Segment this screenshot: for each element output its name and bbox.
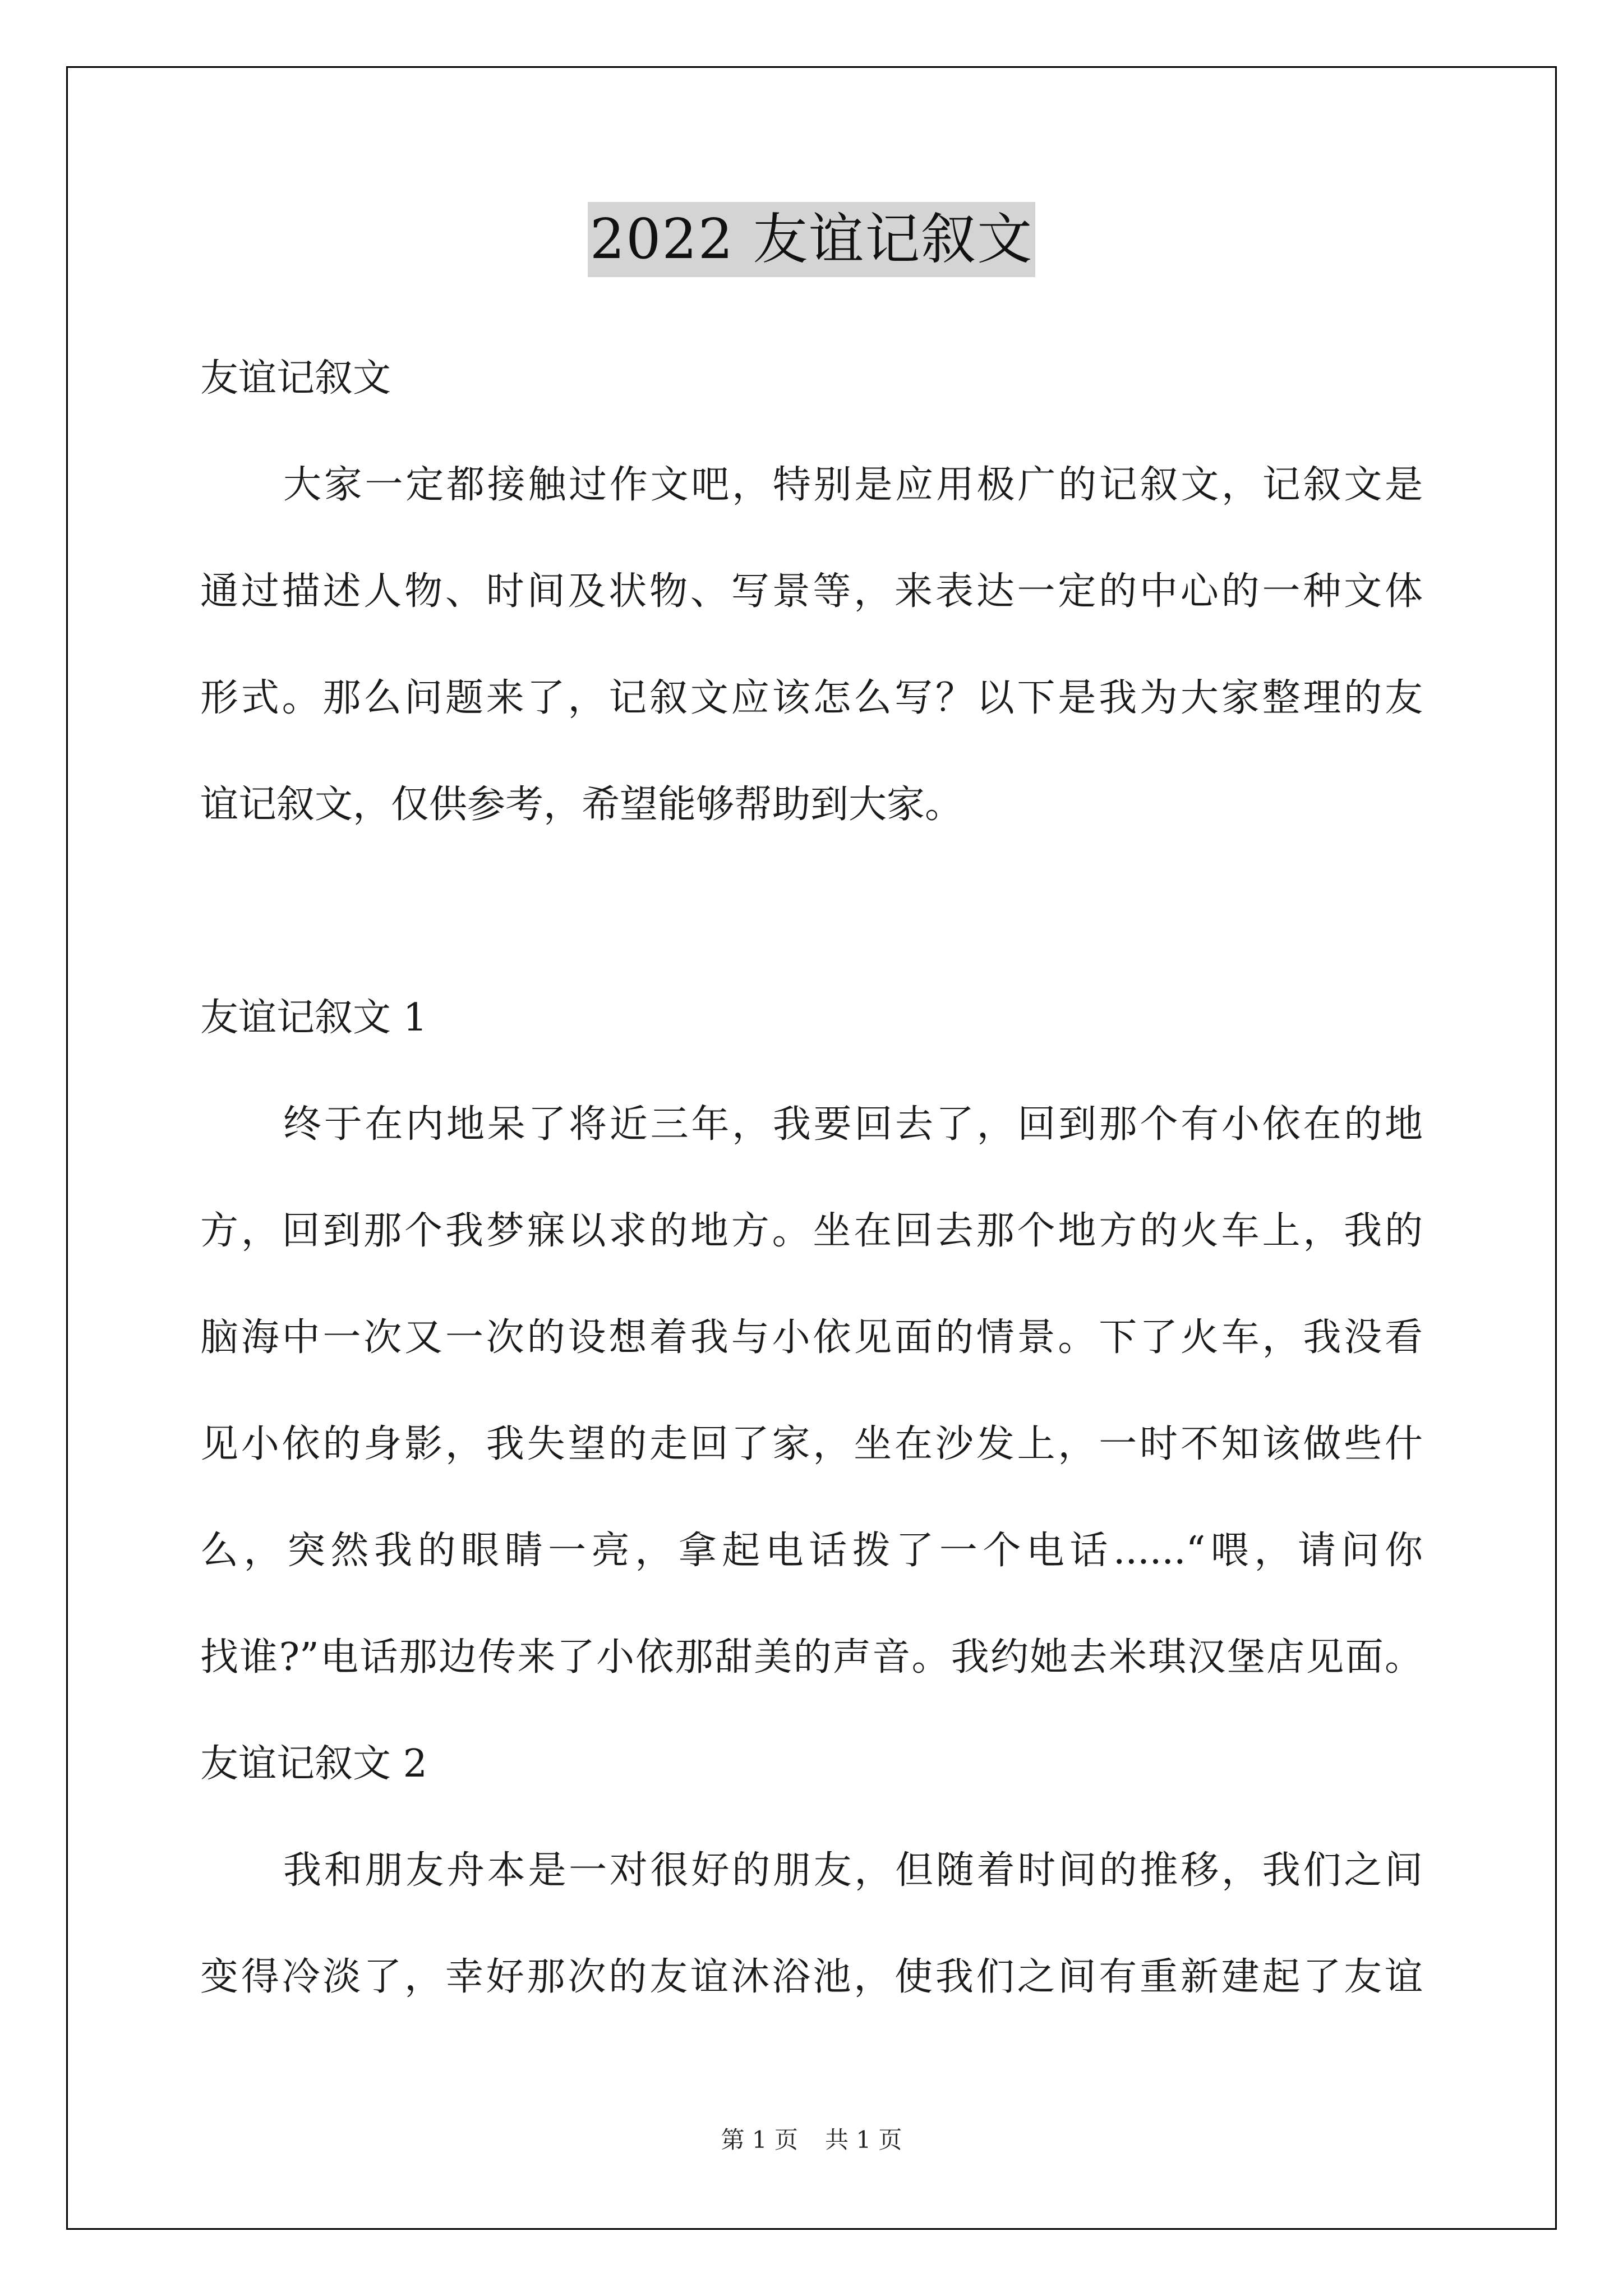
paragraph-line: 形式。那么问题来了，记叙文应该怎么写？以下是我为大家整理的友 — [200, 676, 1423, 720]
title-container — [200, 202, 1423, 277]
paragraph-line: 找谁?”电话那边传来了小依那甜美的声音。我约她去米琪汉堡店见面。 — [200, 1635, 1423, 1680]
paragraph-line: 终于在内地呆了将近三年，我要回去了，回到那个有小依在的地 — [283, 1102, 1423, 1147]
section-heading: 友谊记叙文 2 — [200, 1742, 427, 1786]
paragraph-line: 通过描述人物、时间及状物、写景等，来表达一定的中心的一种文体 — [200, 569, 1423, 614]
page-number: 第 1 页 — [721, 2126, 798, 2154]
section-heading: 友谊记叙文 — [200, 356, 391, 401]
section-heading: 友谊记叙文 1 — [200, 996, 427, 1040]
paragraph-line: 见小依的身影，我失望的走回了家，坐在沙发上，一时不知该做些什 — [200, 1422, 1423, 1466]
paragraph-line: 么，突然我的眼睛一亮，拿起电话拨了一个电话......“喂，请问你 — [200, 1529, 1423, 1573]
paragraph-line: 大家一定都接触过作文吧，特别是应用极广的记叙文，记叙文是 — [283, 463, 1423, 507]
paragraph-line: 谊记叙文，仅供参考，希望能够帮助到大家。 — [200, 783, 963, 827]
paragraph-line: 变得冷淡了，幸好那次的友谊沐浴池，使我们之间有重新建起了友谊 — [200, 1955, 1423, 1999]
paragraph-line: 脑海中一次又一次的设想着我与小依见面的情景。下了火车，我没看 — [200, 1315, 1423, 1360]
page-footer — [0, 2122, 1623, 2155]
document-title: 2022 友谊记叙文 — [588, 202, 1036, 277]
paragraph-line: 方，回到那个我梦寐以求的地方。坐在回去那个地方的火车上，我的 — [200, 1209, 1423, 1253]
paragraph-line: 我和朋友舟本是一对很好的朋友，但随着时间的推移，我们之间 — [283, 1848, 1423, 1893]
page-total: 共 1 页 — [825, 2126, 902, 2154]
